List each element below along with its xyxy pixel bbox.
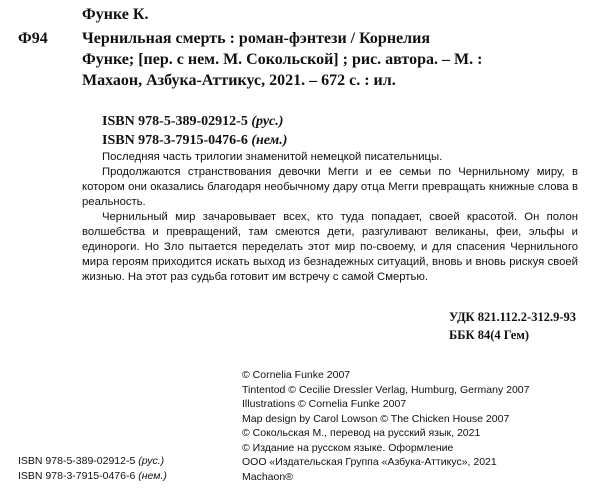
isbn-line bbox=[102, 112, 287, 131]
isbn-language: (нем.) bbox=[138, 469, 167, 482]
copyright-line: © Сокольская М., перевод на русский язык, 2021 bbox=[242, 427, 481, 439]
isbn-language: (нем.) bbox=[251, 133, 288, 148]
author-name: Функе К. bbox=[82, 6, 149, 23]
isbn-language: (рус.) bbox=[138, 455, 165, 467]
annotation-paragraph: Последняя часть трилогии знаменитой немецкой писательницы. bbox=[102, 151, 443, 163]
title-line: Чернильная смерть : роман-фэнтези / Корнелия bbox=[82, 30, 430, 47]
title-line: Функе; [пер. с нем. М. Сокольской] ; рис. автора. – М. : bbox=[82, 51, 483, 68]
isbn-language: (рус.) bbox=[251, 114, 284, 129]
bbk-code: ББК 84(4 Гем) bbox=[449, 328, 530, 342]
isbn-line bbox=[18, 454, 167, 469]
title-line: Махаон, Азбука-Аттикус, 2021. – 672 с. : ил. bbox=[82, 72, 396, 89]
copyright-line: ООО «Издательская Группа «Азбука-Аттикус», 2021 bbox=[242, 456, 497, 468]
udk-code: УДК 821.112.2-312.9-93 bbox=[449, 310, 576, 324]
annotation-paragraph: Чернильный мир зачаровывает всех, кто туда попадает, своей красотой. Он полон волшебства и превращений, там смеются дети, разгуливают великаны, феи, эльфы и единороги. Но Зло пытается переделать этот мир по-своему, и для спасения Чернильного мира героям приходится искать выход из безнадежных ситуаций, вновь и вновь рискуя своей жизнью. На этот раз судьба готовит им встречу с самой Смертью. bbox=[82, 211, 578, 283]
copyright-line: Machaon® bbox=[242, 470, 293, 483]
isbn-number: ISBN 978-5-389-02912-5 bbox=[102, 114, 248, 129]
copyright-line: Map design by Carol Lowson © The Chicken House 2007 bbox=[242, 412, 510, 425]
isbn-block-top bbox=[102, 112, 287, 150]
copyright-line: © Издание на русском языке. Оформление bbox=[242, 441, 454, 454]
author-code: Ф94 bbox=[18, 30, 48, 47]
bibliographic-title bbox=[82, 28, 482, 91]
isbn-number: ISBN 978-3-7915-0476-6 bbox=[18, 469, 136, 482]
annotation bbox=[82, 150, 578, 285]
copyright-line: © Cornelia Funke 2007 bbox=[242, 369, 351, 381]
classification-block bbox=[449, 308, 576, 344]
isbn-number: ISBN 978-3-7915-0476-6 bbox=[102, 133, 248, 148]
copyright-block bbox=[242, 368, 529, 484]
annotation-paragraph: Продолжаются странствования девочки Мегги и ее семьи по Чернильному миру, в котором они оказались благодаря необычному дару отца Мегги превращать книжные слова в реальность. bbox=[82, 166, 578, 208]
copyright-line: Illustrations © Cornelia Funke 2007 bbox=[242, 398, 407, 410]
isbn-line bbox=[102, 131, 287, 150]
isbn-number: ISBN 978-5-389-02912-5 bbox=[18, 455, 136, 467]
isbn-block-bottom bbox=[18, 454, 167, 483]
isbn-line bbox=[18, 469, 167, 484]
copyright-line: Tintentod © Cecilie Dressler Verlag, Humburg, Germany 2007 bbox=[242, 383, 530, 396]
